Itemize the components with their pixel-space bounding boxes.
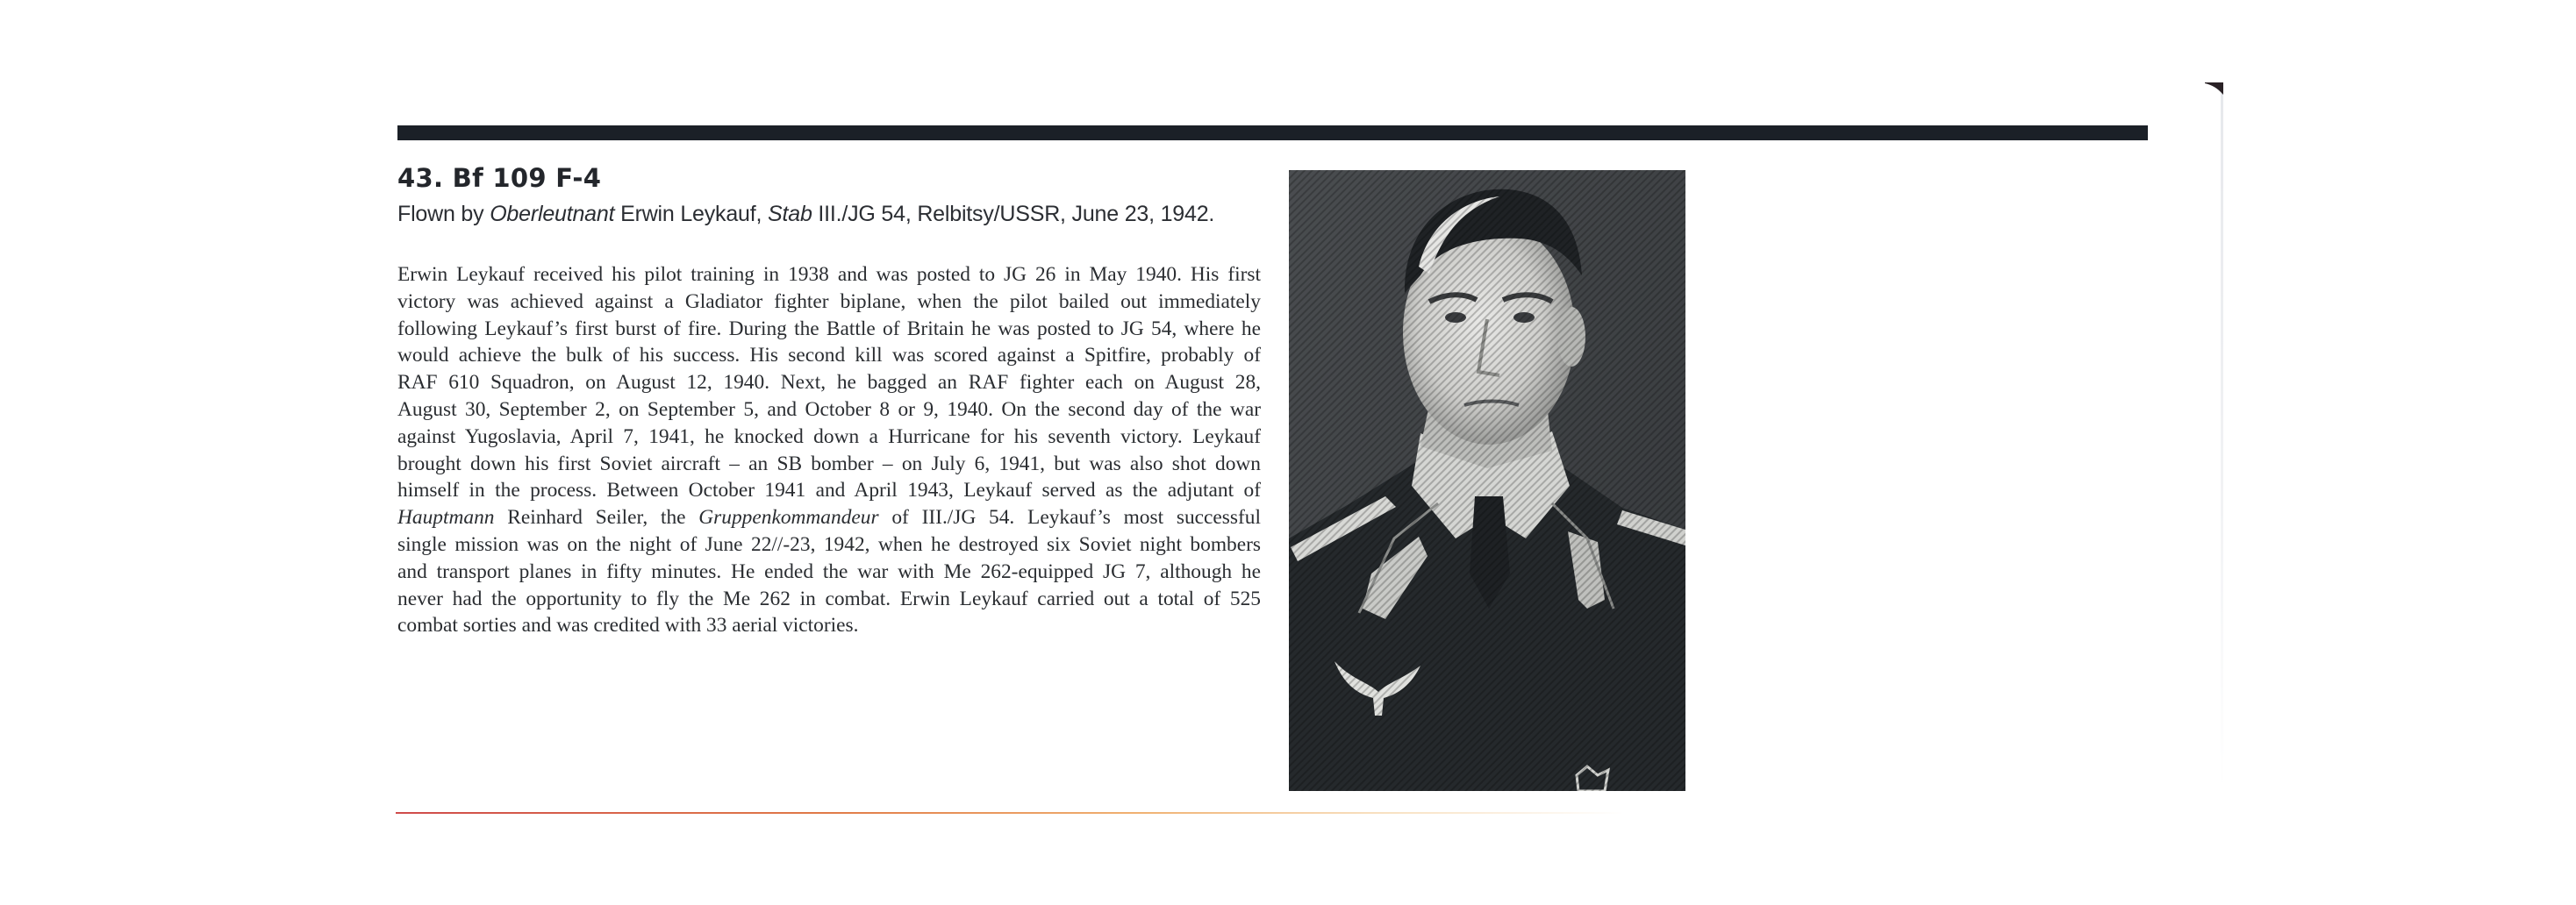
text-line-content: Erwin Leykauf received his pilot training in 1938 and was posted to JG 26 in May 1940. His first: [397, 263, 1261, 286]
italic-term-hauptmann: Hauptmann: [397, 506, 495, 530]
text-line-content: and transport planes in fifty minutes. He ended the war with Me 262-equipped JG 7, although he: [397, 559, 1261, 583]
text-line-content: combat sorties and was credited with 33 aerial victories.: [397, 614, 859, 638]
subtitle-unit-italic: Stab: [768, 202, 812, 226]
text-line: [397, 289, 1261, 316]
text-fragment: Reinhard Seiler, the: [494, 506, 699, 530]
portrait-photo: [1289, 170, 1685, 791]
text-line: [397, 261, 1261, 289]
text-line: [397, 369, 1261, 396]
profile-subtitle: [397, 202, 1214, 227]
text-line: [397, 316, 1261, 343]
text-line-content: August 30, September 2, on September 5, and October 8 or 9, 1940. On the second day of the war: [397, 397, 1261, 421]
text-line-content: RAF 610 Squadron, on August 12, 1940. Next, he bagged an RAF fighter each on August 28,: [397, 371, 1261, 395]
halftone-screen: [1289, 170, 1685, 791]
text-line: [397, 531, 1261, 559]
text-line-content: himself in the process. Between October 1941 and April 1943, Leykauf served as the adjutant of: [397, 479, 1261, 502]
text-line: [397, 424, 1261, 451]
text-line-content: [397, 506, 1261, 529]
text-line: [397, 451, 1261, 478]
text-line-content: against Yugoslavia, April 7, 1941, he knocked down a Hurricane for his seventh victory. Leykauf: [397, 424, 1261, 448]
text-line: [397, 586, 1261, 613]
text-line: [397, 559, 1261, 586]
header-rule: [397, 125, 2148, 140]
text-line-content: would achieve the bulk of his success. His second kill was scored against a Spitfire, probably of: [397, 344, 1261, 367]
text-line: [397, 477, 1261, 504]
subtitle-prefix: Flown by: [397, 202, 490, 226]
text-fragment: of III./JG 54. Leykauf’s most successful: [878, 506, 1261, 530]
footer-rule: [396, 812, 1624, 814]
subtitle-name: Erwin Leykauf,: [614, 202, 769, 226]
text-line: [397, 396, 1261, 424]
italic-term-gruppenkommandeur: Gruppenkommandeur: [698, 506, 879, 530]
portrait-illustration: [1289, 170, 1685, 791]
text-line-content: following Leykauf’s first burst of fire. During the Battle of Britain he was posted to JG 54, where he: [397, 317, 1261, 340]
text-line-content: single mission was on the night of June 22//-23, 1942, when he destroyed six Soviet night bombers: [397, 532, 1261, 556]
text-line-content: brought down his first Soviet aircraft – an SB bomber – on July 6, 1941, but was also shot down: [397, 452, 1261, 475]
biography-paragraph: [397, 261, 1261, 639]
text-line: [397, 612, 1261, 639]
page-corner-wedge: [2205, 82, 2223, 95]
page-gutter-edge: [2221, 88, 2223, 789]
text-line: [397, 504, 1261, 531]
text-line-content: victory was achieved against a Gladiator fighter biplane, when the pilot bailed out immediately: [397, 289, 1261, 313]
subtitle-rest: III./JG 54, Relbitsy/USSR, June 23, 1942.: [812, 202, 1215, 226]
profile-title: 43. Bf 109 F-4: [397, 163, 602, 193]
text-line-content: never had the opportunity to fly the Me 262 in combat. Erwin Leykauf carried out a total of 525: [397, 587, 1261, 610]
subtitle-rank: Oberleutnant: [490, 202, 615, 226]
text-line: [397, 342, 1261, 369]
